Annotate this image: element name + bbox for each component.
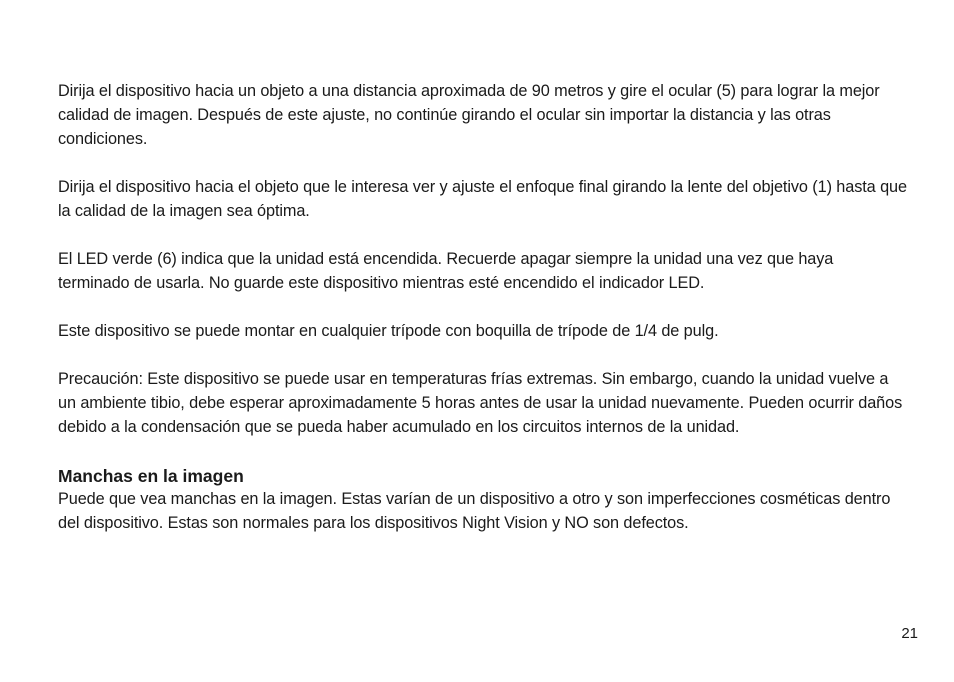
section-heading: Manchas en la imagen (58, 466, 244, 486)
paragraph-tripod-mount: Este dispositivo se puede montar en cualquier trípode con boquilla de trípode de 1/4 de pulg. (58, 322, 719, 340)
page-number: 21 (901, 625, 918, 642)
section-body: Puede que vea manchas en la imagen. Estas varían de un dispositivo a otro y son imperfecciones cosméticas dentro del dispositivo. Estas son normales para los dispositivos Night Vision y NO son defectos. (58, 490, 891, 532)
document-page (58, 79, 908, 535)
paragraph-caution: Precaución: Este dispositivo se puede usar en temperaturas frías extremas. Sin embargo, cuando la unidad vuelve a un ambiente tibio, debe esperar aproximadamente 5 horas antes de usar la unidad nuevamente. Pueden ocurrir daños debido a la condensación que se pueda haber acumulado en los circuitos internos de la unidad. (58, 370, 903, 436)
paragraph-led-indicator: El LED verde (6) indica que la unidad está encendida. Recuerde apagar siempre la unidad una vez que haya terminado de usarla. No guarde este dispositivo mientras esté encendido el indicador LED. (58, 250, 834, 292)
paragraph-focus-ocular: Dirija el dispositivo hacia un objeto a una distancia aproximada de 90 metros y gire el ocular (5) para lograr la mejor calidad de imagen. Después de este ajuste, no continúe girando el ocular sin importar la distancia y las otras condiciones. (58, 82, 880, 148)
paragraph-focus-objective: Dirija el dispositivo hacia el objeto que le interesa ver y ajuste el enfoque final girando la lente del objetivo (1) hasta que la calidad de la imagen sea óptima. (58, 178, 907, 220)
